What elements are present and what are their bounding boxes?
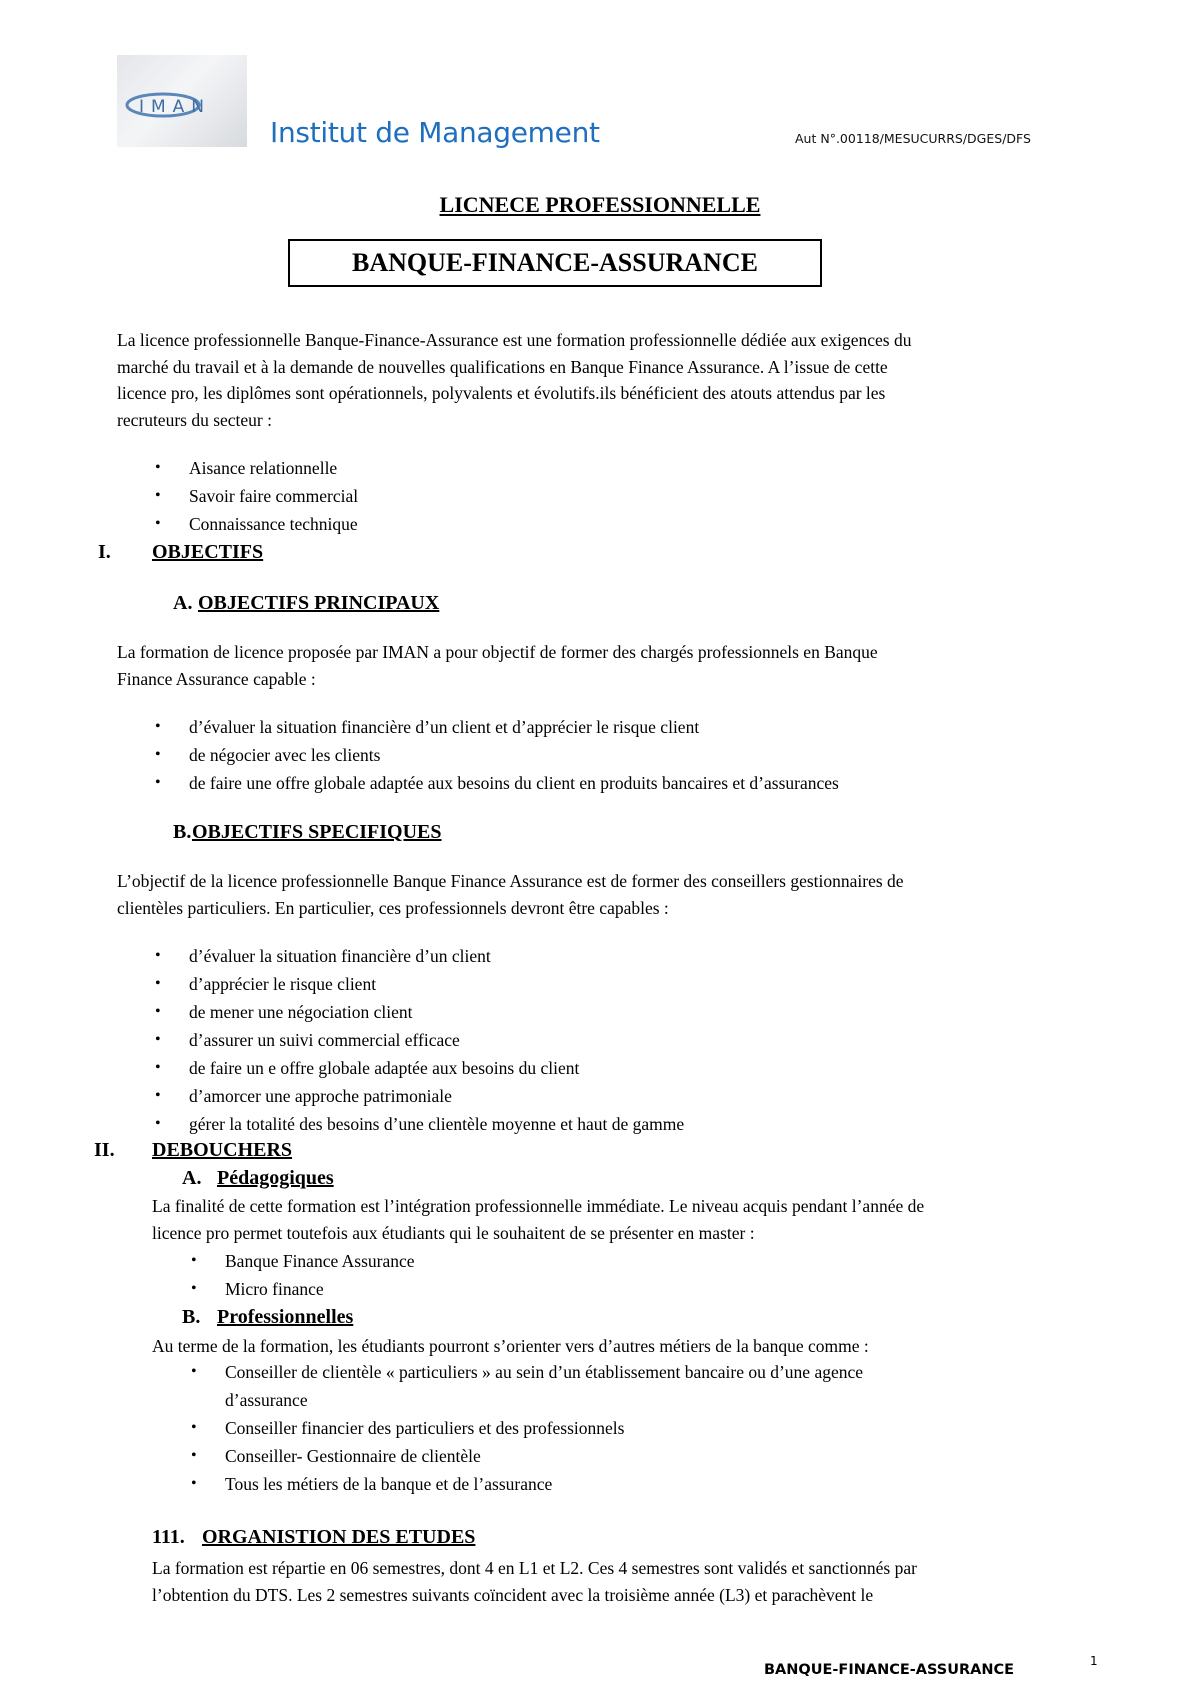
section-number: 111. — [152, 1526, 185, 1548]
pedagogiques-list — [225, 1247, 415, 1303]
list-item — [225, 1358, 1045, 1414]
footer-program-name: BANQUE-FINANCE-ASSURANCE — [764, 1662, 1015, 1678]
section-heading-organisation: ORGANISTION DES ETUDES — [202, 1526, 476, 1548]
subsection-number: B. — [173, 821, 192, 843]
pedagogiques-paragraph — [152, 1193, 1092, 1246]
subsection-heading-pedagogiques: Pédagogiques — [217, 1167, 334, 1189]
list-item: • de négocier avec les clients — [189, 741, 839, 769]
paragraph-line: La formation de licence proposée par IMAN a pour objectif de former des chargés professionnels en Banque — [117, 642, 878, 662]
objectifs-specifiques-paragraph — [117, 868, 1077, 921]
list-item-continuation: d’assurance — [225, 1390, 308, 1410]
subsection-heading-professionnelles: Professionnelles — [217, 1306, 354, 1328]
program-title-box: BANQUE-FINANCE-ASSURANCE — [288, 239, 822, 287]
list-item: • d’évaluer la situation financière d’un client — [189, 942, 684, 970]
list-item: • d’évaluer la situation financière d’un client et d’apprécier le risque client — [189, 713, 839, 741]
subsection-heading-principaux: OBJECTIFS PRINCIPAUX — [198, 592, 440, 614]
organisation-paragraph — [152, 1555, 1092, 1608]
intro-line: La licence professionnelle Banque-Finance-Assurance est une formation professionnelle dédiée aux exigences du — [117, 330, 912, 350]
objectifs-principaux-list — [189, 713, 839, 797]
intro-bullet-list — [189, 454, 358, 538]
document-title: LICNECE PROFESSIONNELLE — [439, 192, 761, 217]
paragraph-line: l’obtention du DTS. Les 2 semestres suivants coïncident avec la troisième année (L3) et parachèvent le — [152, 1584, 874, 1605]
institute-name: Institut de Management — [270, 116, 600, 149]
list-item: • Conseiller financier des particuliers et des professionnels — [225, 1414, 1045, 1442]
list-item: • d’amorcer une approche patrimoniale — [189, 1082, 684, 1110]
subsection-heading-specifiques: OBJECTIFS SPECIFIQUES — [192, 821, 442, 843]
objectifs-specifiques-list — [189, 942, 684, 1138]
section-number: I. — [98, 541, 111, 563]
list-item: • de mener une négociation client — [189, 998, 684, 1026]
list-item: • de faire une offre globale adaptée aux besoins du client en produits bancaires et d’assurances — [189, 769, 839, 797]
list-item: • Tous les métiers de la banque et de l’assurance — [225, 1470, 1045, 1498]
list-item-text: • Conseiller de clientèle « particuliers » au sein d’un établissement bancaire ou d’une agence — [225, 1362, 864, 1382]
list-item: • de faire un e offre globale adaptée aux besoins du client — [189, 1054, 684, 1082]
page-number: 1 — [1090, 1654, 1098, 1668]
list-item: • Connaissance technique — [189, 510, 358, 538]
iman-logo — [117, 55, 247, 147]
list-item: • Conseiller- Gestionnaire de clientèle — [225, 1442, 1045, 1470]
paragraph-line: La formation est répartie en 06 semestres, dont 4 en L1 et L2. Ces 4 semestres sont validés et sanctionnés par — [152, 1558, 917, 1578]
section-heading-debouchers: DEBOUCHERS — [152, 1139, 293, 1161]
intro-line: recruteurs du secteur : — [117, 409, 272, 430]
section-heading-objectifs: OBJECTIFS — [152, 541, 264, 563]
paragraph-line: Au terme de la formation, les étudiants pourront s’orienter vers d’autres métiers de la banque comme : — [152, 1336, 869, 1356]
list-item: • Savoir faire commercial — [189, 482, 358, 510]
list-item: • d’apprécier le risque client — [189, 970, 684, 998]
professionnelles-paragraph — [152, 1333, 1092, 1360]
list-item: • d’assurer un suivi commercial efficace — [189, 1026, 684, 1054]
paragraph-line: licence pro permet toutefois aux étudiants qui le souhaitent de se présenter en master : — [152, 1222, 755, 1243]
subsection-number: B. — [182, 1306, 201, 1328]
subsection-number: A. — [182, 1167, 202, 1189]
list-item: • Micro finance — [225, 1275, 415, 1303]
authorization-number: Aut N°.00118/MESUCURRS/DGES/DFS — [795, 131, 1031, 146]
intro-line: licence pro, les diplômes sont opérationnels, polyvalents et évolutifs.ils bénéficient des atouts attendus par les — [117, 383, 886, 403]
objectifs-principaux-paragraph — [117, 639, 1077, 692]
professionnelles-list — [225, 1358, 1045, 1498]
subsection-number: A. — [173, 592, 193, 614]
list-item: • gérer la totalité des besoins d’une clientèle moyenne et haut de gamme — [189, 1110, 684, 1138]
logo-text: IMAN — [139, 97, 212, 117]
list-item: • Banque Finance Assurance — [225, 1247, 415, 1275]
intro-paragraph — [117, 327, 1077, 433]
paragraph-line: La finalité de cette formation est l’intégration professionnelle immédiate. Le niveau acquis pendant l’année de — [152, 1196, 925, 1216]
intro-line: marché du travail et à la demande de nouvelles qualifications en Banque Finance Assurance. A l’issue de cette — [117, 356, 888, 377]
section-number: II. — [94, 1139, 115, 1161]
list-item: • Aisance relationnelle — [189, 454, 358, 482]
paragraph-line: clientèles particuliers. En particulier, ces professionnels devront être capables : — [117, 897, 669, 918]
paragraph-line: Finance Assurance capable : — [117, 668, 316, 689]
paragraph-line: L’objectif de la licence professionnelle Banque Finance Assurance est de former des conseillers gestionnaires de — [117, 871, 904, 891]
